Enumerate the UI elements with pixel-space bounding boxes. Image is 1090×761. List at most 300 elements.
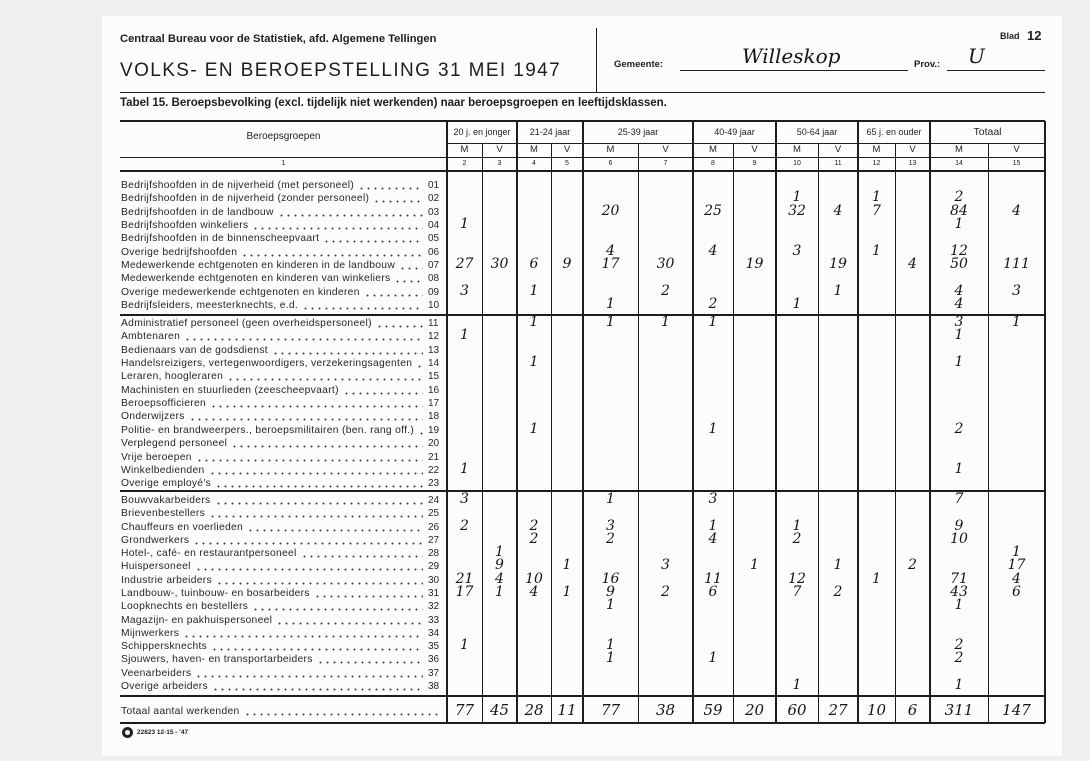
table-cell[interactable]: 2 [661,584,670,601]
table-cell[interactable]: 19 [829,256,847,273]
row-label: Onderwijzers [121,411,185,423]
dot-leader [376,318,423,328]
table-cell[interactable] [930,473,988,491]
table-cell[interactable]: 3 [661,557,670,574]
column-header-sex: M [872,144,881,155]
table-cell[interactable]: 1 [495,544,504,561]
table-cell[interactable]: 32 [788,202,806,219]
table-cell[interactable]: 27 [455,256,474,273]
column-header-sex: V [662,144,669,155]
table-row [121,369,444,383]
table-cell[interactable]: 12 [950,242,968,259]
table-cell[interactable]: 2 [954,637,964,654]
table-cell[interactable]: 7 [954,491,964,507]
column-header-sex: M [606,144,615,155]
table-cell[interactable]: 1 [833,282,843,299]
table-cell[interactable]: 19 [745,256,764,273]
table-row [121,586,444,600]
row-code: 31 [428,588,440,600]
dot-leader [418,425,423,435]
row-code: 18 [428,411,440,423]
table-row [121,533,444,547]
row-code: 08 [428,273,440,285]
row-code: 14 [428,358,440,370]
table-cell[interactable]: 3 [460,282,469,299]
table-cell[interactable] [517,473,551,491]
table-cell[interactable]: 1 [606,314,615,330]
table-cell[interactable]: 2 [529,517,539,534]
dot-leader [209,508,423,518]
table-cell[interactable]: 6 [1012,584,1021,601]
column-header-sex: M [709,144,717,155]
column-number: 13 [908,160,917,167]
row-label: Bedrijfshoofden in de nijverheid (met personeel) [121,180,355,191]
column-number: 2 [462,160,467,167]
table-cell[interactable]: 1 [460,216,469,233]
table-cell[interactable]: 4 [954,296,964,313]
row-label: Beroepsofficieren [121,398,207,410]
table-cell[interactable]: 17 [601,256,620,273]
table-cell[interactable] [551,295,583,313]
dot-leader [216,575,423,585]
table-cell[interactable]: 2 [833,584,843,601]
table-cell[interactable] [693,676,733,694]
column-header-age-group: 50-64 jaar [796,127,838,137]
table-cell[interactable]: 9 [606,584,615,601]
table-row [121,329,444,343]
printer-logo-icon [122,727,133,738]
table-cell[interactable]: 4 [708,242,718,259]
table-cell[interactable] [693,473,733,491]
row-label: Administratief personeel (geen overheidspersoneel) [121,318,372,329]
table-cell[interactable]: 84 [950,202,968,219]
table-cell[interactable] [895,473,930,491]
print-code: 22823 12-15 - '47 [137,729,189,736]
table-cell[interactable]: 1 [792,517,802,534]
table-cell[interactable]: 10 [525,570,543,587]
total-cell[interactable]: 38 [655,701,676,719]
row-code: 26 [428,521,440,533]
column-header-age-group: 21-24 jaar [529,127,571,137]
table-cell[interactable]: 1 [460,460,469,477]
table-cell[interactable]: 17 [455,584,474,601]
table-cell[interactable]: 4 [606,242,615,259]
table-row [121,652,444,666]
table-cell[interactable] [858,473,895,491]
table-cell[interactable]: 16 [601,570,620,587]
table-row [121,476,444,490]
table-cell[interactable]: 4 [1012,570,1021,587]
total-row [121,704,444,718]
table-cell[interactable] [638,295,693,313]
table-cell[interactable] [447,473,482,491]
table-cell[interactable]: 12 [788,570,806,587]
row-code: 22 [428,464,440,476]
total-cell[interactable]: 11 [557,701,577,719]
table-row [121,285,444,299]
column-header-age-group: 25-39 jaar [617,127,659,137]
dot-leader [215,495,423,505]
table-cell[interactable]: 17 [1007,557,1026,574]
table-cell[interactable] [517,295,551,313]
row-label: Veenarbeiders [121,667,192,679]
table-cell[interactable]: 2 [460,517,469,534]
row-label: Grondwerkers [121,534,190,546]
column-number: 8 [711,160,715,167]
table-row [121,463,444,477]
total-cell[interactable]: 10 [866,701,887,719]
table-cell[interactable]: 1 [708,314,718,330]
total-cell[interactable]: 147 [1002,701,1031,719]
table-cell[interactable]: 1 [606,491,615,507]
dot-leader [394,273,423,283]
table-cell[interactable]: 1 [529,354,539,371]
table-cell[interactable]: 4 [908,256,917,273]
table-cell[interactable]: 11 [704,570,722,587]
table-cell[interactable]: 1 [954,327,964,344]
row-code: 11 [428,318,439,329]
row-label: Medewerkende echtgenoten en kinderen in de landbouw [121,260,396,272]
row-label: Bedrijfshoofden in de landbouw [121,206,274,218]
table-cell[interactable]: 2 [954,420,964,437]
total-cell[interactable]: 20 [744,701,765,719]
table-row [121,396,444,410]
table-cell[interactable]: 1 [708,517,718,534]
table-cell[interactable] [988,676,1045,694]
table-cell[interactable]: 6 [529,256,539,273]
table-cell[interactable]: 1 [562,584,572,601]
table-cell[interactable]: 1 [750,557,759,574]
table-cell[interactable]: 2 [792,530,802,547]
table-cell[interactable] [895,676,930,694]
table-row [121,383,444,397]
table-row [121,356,444,370]
table-row [121,409,444,423]
table-cell[interactable]: 20 [601,202,620,219]
dot-leader [209,465,424,475]
column-header-sex: M [460,144,469,155]
table-cell[interactable]: 3 [954,314,964,330]
row-code: 25 [428,508,440,520]
column-number: 12 [872,160,881,167]
row-label: Bouwvakarbeiders [121,495,211,506]
table-cell[interactable]: 1 [495,584,504,601]
table-cell[interactable] [818,473,858,491]
table-cell[interactable]: 3 [792,242,802,259]
table-cell[interactable]: 25 [704,202,722,219]
table-row [121,258,444,272]
column-number: 6 [608,160,613,167]
row-label: Schippersknechts [121,641,208,653]
table-cell[interactable] [818,676,858,694]
bureau-name: Centraal Bureau voor de Statistiek, afd. Algemene Tellingen [120,33,437,45]
dot-leader [215,478,423,488]
total-cell[interactable]: 77 [600,701,621,719]
table-cell[interactable] [583,473,638,491]
dot-leader [231,438,423,448]
column-header-sex: V [834,144,842,155]
table-row [121,679,444,693]
dot-leader [212,681,423,691]
dot-leader [317,654,423,664]
row-code: 21 [428,451,440,463]
table-cell[interactable]: 1 [872,242,881,259]
column-number: 15 [1012,160,1021,167]
row-label: Magazijn- en pakhuispersoneel [121,614,273,626]
column-header-sex: M [530,144,538,155]
total-cell[interactable]: 28 [524,701,544,719]
table-cell[interactable]: 4 [708,530,718,547]
table-cell[interactable]: 4 [954,282,964,299]
table-cell[interactable]: 9 [495,557,504,574]
column-header-age-group: 40-49 jaar [714,127,755,137]
total-label: Totaal aantal werkenden [121,706,240,717]
table-cell[interactable]: 4 [833,202,843,219]
total-cell[interactable]: 311 [944,701,974,719]
table-cell[interactable]: 2 [954,189,964,206]
table-cell[interactable] [638,676,693,694]
row-label: Huispersoneel [121,561,191,573]
row-label: Bedrijfsleiders, meesterknechts, e.d. [121,300,299,312]
row-label: Bedrijfshoofden in de binnenscheepvaart [121,233,320,245]
row-label: Leraren, hoogleraren [121,371,224,383]
row-code: 23 [428,478,440,490]
row-code: 38 [428,681,440,693]
total-cell[interactable]: 77 [454,701,475,719]
table-cell[interactable]: 1 [708,650,718,667]
table-cell[interactable]: 1 [606,296,615,313]
row-code: 30 [428,574,440,586]
table-cell[interactable] [482,295,517,313]
table-cell[interactable]: 1 [792,296,802,313]
dot-leader [183,628,423,638]
dot-leader [364,287,423,297]
row-label: Overige arbeiders [121,681,208,693]
table-cell[interactable] [988,295,1045,313]
table-cell[interactable]: 3 [460,491,469,507]
table-cell[interactable]: 21 [455,570,474,587]
table-row [121,520,444,534]
row-label: Bedienaars van de godsdienst [121,344,268,356]
table-cell[interactable]: 1 [606,650,615,667]
table-cell[interactable]: 7 [872,202,881,219]
table-cell[interactable]: 111 [1003,256,1030,273]
table-cell[interactable]: 1 [954,460,964,477]
dot-leader [211,641,423,651]
table-row [121,423,444,437]
column-header-sex: M [793,144,801,155]
dot-leader [278,207,423,217]
form-title: VOLKS- EN BEROEPSTELLING 31 MEI 1947 [120,60,562,81]
row-label: Machinisten en stuurlieden (zeescheepvaart) [121,384,339,396]
table-cell[interactable] [858,295,895,313]
table-cell[interactable] [858,676,895,694]
table-cell[interactable]: 1 [1012,544,1021,561]
table-row [121,436,444,450]
table-cell[interactable]: 71 [950,570,968,587]
table-row [121,316,444,330]
table-row [121,245,444,259]
row-code: 35 [428,641,440,653]
row-label: Loopknechts en bestellers [121,601,249,613]
dot-leader [195,668,423,678]
table-cell[interactable]: 1 [954,597,964,614]
table-cell[interactable]: 2 [954,650,964,667]
table-row [121,493,444,507]
table-cell[interactable]: 1 [661,314,670,330]
dot-leader [301,548,423,558]
table-cell[interactable]: 4 [495,570,504,587]
table-cell[interactable]: 50 [950,256,968,273]
row-label: Vrije beroepen [121,451,192,463]
column-number: 1 [281,160,286,167]
table-cell[interactable]: 43 [950,584,968,601]
table-cell[interactable]: 1 [954,216,964,233]
table-cell[interactable]: 9 [954,517,964,534]
table-cell[interactable] [583,676,638,694]
row-code: 12 [428,331,440,343]
table-cell[interactable]: 1 [529,420,539,437]
table-cell[interactable] [482,676,517,694]
row-code: 06 [428,246,440,258]
table-cell[interactable]: 30 [656,256,675,273]
table-cell[interactable] [988,473,1045,491]
table-cell[interactable]: 1 [1012,314,1021,330]
row-code: 24 [428,495,440,506]
column-header-sex: V [563,144,571,155]
table-cell[interactable]: 4 [529,584,539,601]
table-cell[interactable]: 1 [529,314,539,330]
table-row [121,506,444,520]
row-code: 01 [428,180,440,191]
row-code: 29 [428,561,440,573]
table-cell[interactable]: 1 [708,420,718,437]
table-cell[interactable]: 2 [529,530,539,547]
column-header-sex: V [909,144,916,155]
table-cell[interactable] [638,473,693,491]
row-label: Medewerkende echtgenoten en kinderen van winkeliers [121,273,391,285]
table-cell[interactable]: 1 [792,677,802,694]
table-cell[interactable]: 10 [950,530,968,547]
dot-leader [210,398,423,408]
table-cell[interactable] [776,473,818,491]
table-cell[interactable]: 1 [872,189,881,206]
column-number: 14 [955,160,963,167]
row-label: Hotel-, café- en restaurantpersoneel [121,548,297,560]
table-cell[interactable]: 2 [661,282,670,299]
table-row [121,343,444,357]
table-cell[interactable]: 4 [1012,202,1021,219]
table-row [121,205,444,219]
row-code: 19 [428,424,440,436]
dot-leader [416,358,423,368]
table-cell[interactable]: 1 [606,637,615,654]
column-number: 5 [565,160,569,167]
table-cell[interactable] [551,473,583,491]
table-cell[interactable] [517,676,551,694]
prov-field[interactable]: U [968,44,985,68]
table-cell[interactable] [482,473,517,491]
table-cell[interactable] [733,676,776,694]
table-row [121,298,444,312]
row-code: 16 [428,384,440,396]
row-label: Ambtenaren [121,331,181,343]
table-cell[interactable]: 2 [908,557,917,574]
table-cell[interactable]: 1 [792,189,802,206]
table-cell[interactable]: 7 [792,584,802,601]
table-cell[interactable] [733,295,776,313]
table-cell[interactable]: 30 [490,256,509,273]
table-cell[interactable] [447,676,482,694]
row-code: 36 [428,654,440,666]
total-cell[interactable]: 59 [703,701,723,719]
table-cell[interactable]: 3 [606,517,615,534]
row-code: 07 [428,260,440,272]
table-cell[interactable]: 9 [562,256,572,273]
table-cell[interactable]: 1 [529,282,539,299]
table-row [121,613,444,627]
row-code: 34 [428,627,440,639]
table-cell[interactable]: 3 [1012,282,1021,299]
dot-leader [252,220,423,230]
table-cell[interactable]: 1 [954,354,964,371]
table-cell[interactable]: 1 [562,557,572,574]
table-cell[interactable]: 1 [606,597,615,614]
table-cell[interactable] [895,295,930,313]
dot-leader [302,300,423,310]
column-number: 3 [497,160,502,167]
table-cell[interactable]: 3 [708,491,718,507]
column-header-age-group: Totaal [973,126,1002,138]
row-code: 03 [428,206,440,218]
table-cell[interactable]: 6 [708,584,718,601]
table-cell[interactable] [733,473,776,491]
total-cell[interactable]: 45 [489,701,510,719]
table-cell[interactable] [818,295,858,313]
total-cell[interactable]: 6 [907,701,918,719]
table-cell[interactable]: 1 [460,327,469,344]
dot-leader [227,371,423,381]
table-cell[interactable]: 1 [872,570,881,587]
row-label: Industrie arbeiders [121,574,212,586]
table-cell[interactable]: 1 [954,677,964,694]
total-cell[interactable]: 60 [787,701,807,719]
table-row [121,178,444,192]
column-number: 10 [793,160,801,167]
gemeente-field[interactable]: Willeskop [742,44,841,68]
row-code: 28 [428,548,440,560]
table-cell[interactable]: 2 [708,296,718,313]
table-cell[interactable] [447,295,482,313]
row-code: 10 [428,300,440,312]
row-label: Mijnwerkers [121,627,180,639]
table-row [121,450,444,464]
table-cell[interactable]: 2 [606,530,615,547]
table-cell[interactable]: 1 [460,637,469,654]
total-cell[interactable]: 27 [828,701,848,719]
row-code: 37 [428,667,440,679]
row-code: 15 [428,371,440,383]
row-code: 20 [428,438,440,450]
blad-number: 12 [1027,28,1042,43]
row-label: Winkelbedienden [121,464,205,476]
row-label: Sjouwers, haven- en transportarbeiders [121,654,313,666]
table-cell[interactable] [551,676,583,694]
row-label: Landbouw-, tuinbouw- en bosarbeiders [121,588,310,600]
dot-leader [358,180,423,190]
table-cell[interactable]: 1 [833,557,843,574]
dot-leader [244,706,441,716]
